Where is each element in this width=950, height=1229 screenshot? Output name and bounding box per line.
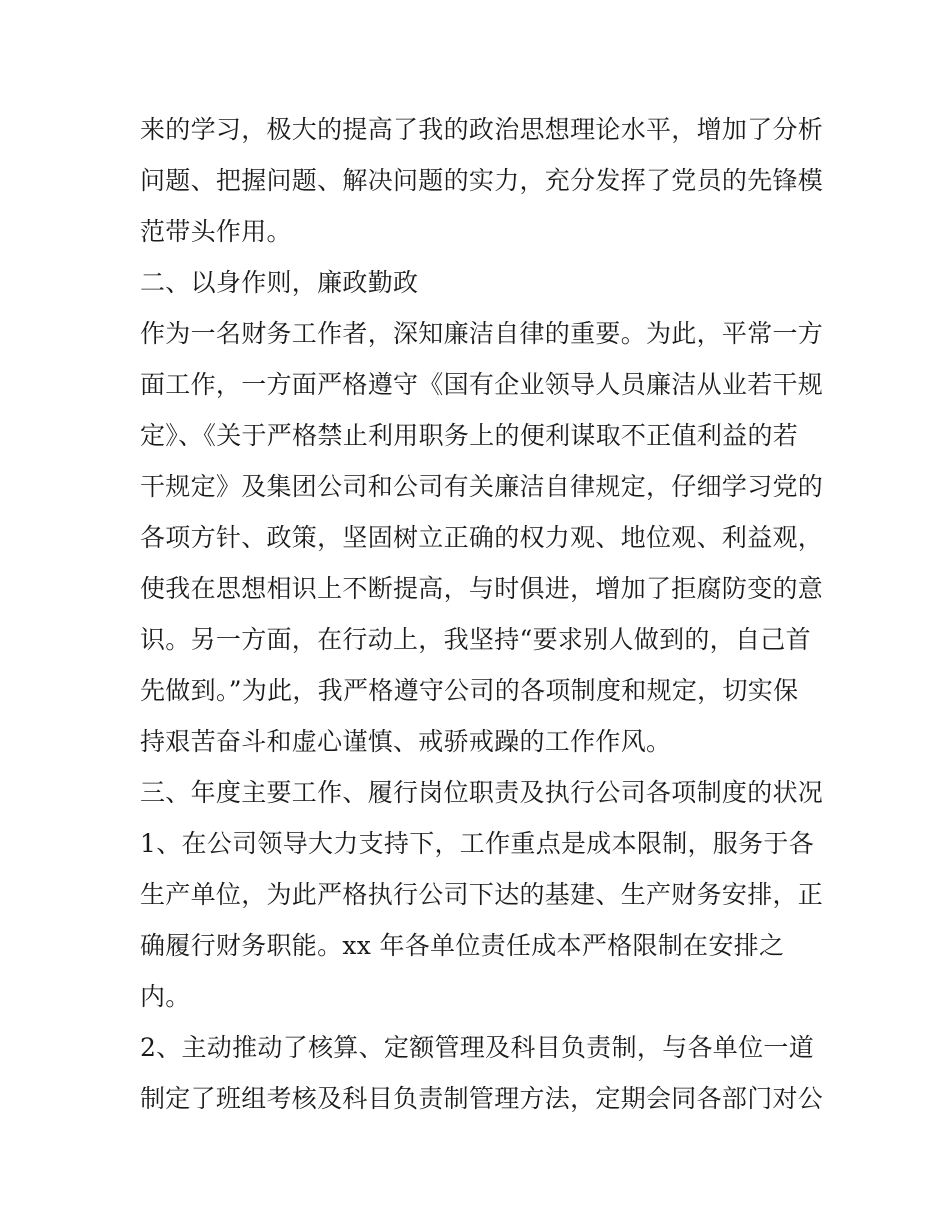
text-line: 使我在思想相识上不断提高，与时俱进，增加了拒腐防变的意 — [140, 574, 824, 603]
text-line: 范带头作用。 — [140, 217, 292, 246]
text-line: 内。 — [140, 982, 191, 1011]
text-line: 面工作，一方面严格遵守《国有企业领导人员廉洁从业若干规 — [140, 370, 824, 399]
section-heading: 三、年度主要工作、履行岗位职责及执行公司各项制度的状况 — [140, 778, 824, 807]
text-line: 定》、《关于严格禁止利用职务上的便利谋取不正值利益的若 — [140, 421, 799, 450]
text-line: 干规定》及集团公司和公司有关廉洁自律规定，仔细学习党的 — [140, 472, 824, 501]
text-line: 问题、把握问题、解决问题的实力，充分发挥了党员的先锋模 — [140, 166, 824, 195]
text-line: 持艰苦奋斗和虚心谨慎、戒骄戒躁的工作作风。 — [140, 727, 672, 756]
text-line: 生产单位，为此严格执行公司下达的基建、生产财务安排，正 — [140, 880, 824, 909]
text-line: 2、主动推动了核算、定额管理及科目负责制，与各单位一道 — [140, 1033, 815, 1062]
text-line: 1、在公司领导大力支持下，工作重点是成本限制，服务于各 — [140, 829, 815, 858]
text-line: 来的学习，极大的提高了我的政治思想理论水平，增加了分析 — [140, 115, 824, 144]
text-line: 作为一名财务工作者，深知廉洁自律的重要。为此，平常一方 — [140, 319, 824, 348]
text-line: 制定了班组考核及科目负责制管理方法，定期会同各部门对公 — [140, 1084, 824, 1113]
text-line: 各项方针、政策，坚固树立正确的权力观、地位观、利益观， — [140, 523, 824, 552]
text-line: 识。另一方面，在行动上，我坚持“要求别人做到的，自己首 — [140, 625, 811, 654]
text-line: 先做到。”为此，我严格遵守公司的各项制度和规定，切实保 — [140, 676, 799, 705]
text-line: 确履行财务职能。xx 年各单位责任成本严格限制在安排之 — [140, 931, 785, 960]
section-heading: 二、以身作则，廉政勤政 — [140, 268, 419, 297]
